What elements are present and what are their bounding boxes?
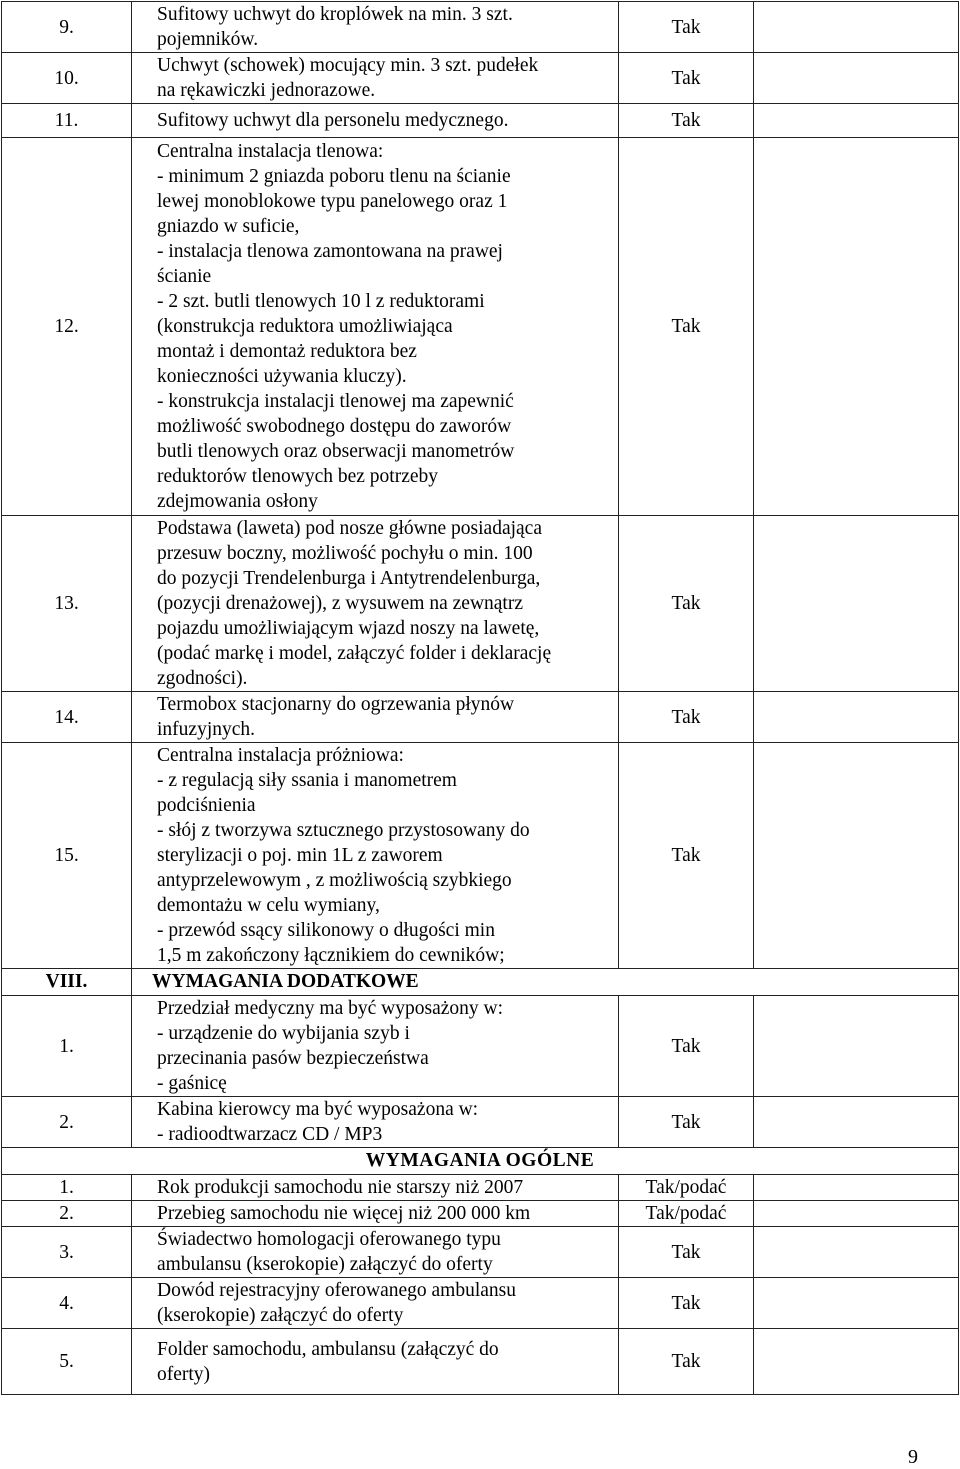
row-response-cell [754, 1097, 959, 1148]
row-response-cell [754, 1278, 959, 1329]
section-title: WYMAGANIA DODATKOWE [132, 969, 959, 996]
row-description: Centralna instalacja tlenowa: - minimum 2 gniazda poboru tlenu na ścianie lewej monoblokowe typu panelowego oraz 1 gniazdo w suficie, - instalacja tlenowa zamontowana na prawej ścianie - 2 szt. butli tlenowych 10 l z reduktorami (konstrukcja reduktora umożliwiająca montaż i demontaż reduktora bez konieczności używania kluczy). - konstrukcja instalacji tlenowej ma zapewnić możliwość swobodnego dostępu do zaworów butli tlenowych oraz obserwacji manometrów reduktorów tlenowych bez potrzeby zdejmowania osłony [132, 138, 619, 516]
row-description: Przedział medyczny ma być wyposażony w: - urządzenie do wybijania szyb i przecinania pasów bezpieczeństwa - gaśnicę [132, 996, 619, 1097]
row-response-cell [754, 104, 959, 138]
row-number: 2. [2, 1201, 132, 1227]
row-response-cell [754, 138, 959, 516]
row-description: Dowód rejestracyjny oferowanego ambulansu (kserokopie) załączyć do oferty [132, 1278, 619, 1329]
row-requirement: Tak [619, 1329, 754, 1395]
page-number: 9 [908, 1446, 918, 1468]
row-number: 2. [2, 1097, 132, 1148]
row-requirement: Tak [619, 1227, 754, 1278]
table-row [2, 743, 959, 969]
row-description: Sufitowy uchwyt do kroplówek na min. 3 szt. pojemników. [132, 2, 619, 53]
row-requirement: Tak [619, 743, 754, 969]
row-number: 12. [2, 138, 132, 516]
table-row [2, 1278, 959, 1329]
row-requirement: Tak [619, 2, 754, 53]
row-number: 14. [2, 692, 132, 743]
row-number: 5. [2, 1329, 132, 1395]
row-response-cell [754, 1227, 959, 1278]
row-requirement: Tak [619, 692, 754, 743]
table-row [2, 2, 959, 53]
row-description: Uchwyt (schowek) mocujący min. 3 szt. pudełek na rękawiczki jednorazowe. [132, 53, 619, 104]
table-row [2, 1201, 959, 1227]
row-requirement: Tak [619, 104, 754, 138]
section-number: VIII. [2, 969, 132, 996]
row-response-cell [754, 996, 959, 1097]
table-row [2, 1175, 959, 1201]
row-description: Folder samochodu, ambulansu (załączyć do oferty) [132, 1329, 619, 1395]
row-response-cell [754, 516, 959, 692]
row-number: 11. [2, 104, 132, 138]
row-description: Centralna instalacja próżniowa: - z regulacją siły ssania i manometrem podciśnienia - słój z tworzywa sztucznego przystosowany do sterylizacji o poj. min 1L z zaworem antyprzelewowym , z możliwością szybkiego demontażu w celu wymiany, - przewód ssący silikonowy o długości min 1,5 m zakończony łącznikiem do cewników; [132, 743, 619, 969]
section-header-row [2, 1148, 959, 1175]
row-requirement: Tak [619, 996, 754, 1097]
row-response-cell [754, 2, 959, 53]
row-number: 1. [2, 996, 132, 1097]
row-description: Sufitowy uchwyt dla personelu medycznego. [132, 104, 619, 138]
table-row [2, 516, 959, 692]
row-description: Kabina kierowcy ma być wyposażona w: - radioodtwarzacz CD / MP3 [132, 1097, 619, 1148]
row-response-cell [754, 1201, 959, 1227]
row-requirement: Tak [619, 53, 754, 104]
table-row [2, 692, 959, 743]
row-requirement: Tak [619, 1278, 754, 1329]
table-row [2, 104, 959, 138]
row-number: 10. [2, 53, 132, 104]
table-row [2, 996, 959, 1097]
table-row [2, 1097, 959, 1148]
row-number: 1. [2, 1175, 132, 1201]
row-response-cell [754, 1329, 959, 1395]
requirements-table [1, 1, 959, 1395]
row-number: 4. [2, 1278, 132, 1329]
row-response-cell [754, 1175, 959, 1201]
row-number: 9. [2, 2, 132, 53]
row-requirement: Tak/podać [619, 1201, 754, 1227]
row-number: 13. [2, 516, 132, 692]
row-response-cell [754, 692, 959, 743]
row-description: Przebieg samochodu nie więcej niż 200 000 km [132, 1201, 619, 1227]
row-requirement: Tak [619, 138, 754, 516]
row-requirement: Tak [619, 1097, 754, 1148]
table-row [2, 138, 959, 516]
section-title: WYMAGANIA OGÓLNE [2, 1148, 959, 1175]
row-description: Rok produkcji samochodu nie starszy niż 2007 [132, 1175, 619, 1201]
row-number: 15. [2, 743, 132, 969]
table-row [2, 1227, 959, 1278]
table-row [2, 1329, 959, 1395]
table-row [2, 53, 959, 104]
row-requirement: Tak [619, 516, 754, 692]
row-response-cell [754, 743, 959, 969]
row-description: Podstawa (laweta) pod nosze główne posiadająca przesuw boczny, możliwość pochyłu o min. 100 do pozycji Trendelenburga i Antytrendelenburga, (pozycji drenażowej), z wysuwem na zewnątrz pojazdu umożliwiającym wjazd noszy na lawetę, (podać markę i model, załączyć folder i deklarację zgodności). [132, 516, 619, 692]
row-description: Termobox stacjonarny do ogrzewania płynów infuzyjnych. [132, 692, 619, 743]
row-response-cell [754, 53, 959, 104]
section-header-row [2, 969, 959, 996]
row-number: 3. [2, 1227, 132, 1278]
row-description: Świadectwo homologacji oferowanego typu ambulansu (kserokopie) załączyć do oferty [132, 1227, 619, 1278]
row-requirement: Tak/podać [619, 1175, 754, 1201]
